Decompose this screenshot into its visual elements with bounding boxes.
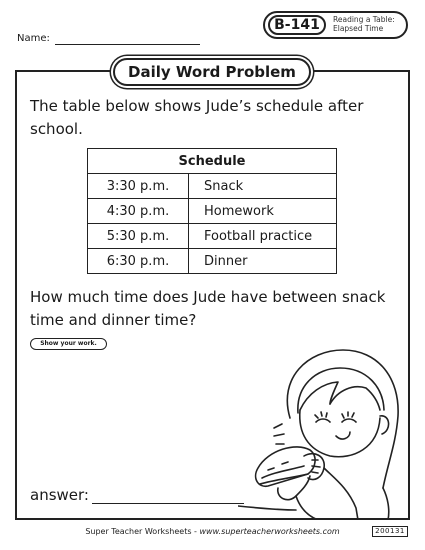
table-cell-time: 4:30 p.m.	[88, 199, 189, 224]
page-title: Daily Word Problem	[113, 58, 311, 86]
answer-label: answer:	[30, 486, 89, 504]
table-cell-time: 5:30 p.m.	[88, 224, 189, 249]
table-row	[88, 224, 337, 249]
table-cell-time: 6:30 p.m.	[88, 249, 189, 274]
name-line[interactable]	[55, 44, 200, 45]
table-header-row	[88, 149, 337, 174]
problem-question: How much time does Jude have between snack time and dinner time?	[30, 288, 386, 329]
answer-line[interactable]	[92, 503, 244, 504]
show-work-label: Show your work.	[30, 338, 107, 350]
worksheet-topic-line2: Elapsed Time	[333, 24, 384, 33]
worksheet-topic	[333, 15, 395, 33]
worksheet-badge	[263, 11, 408, 39]
schedule-table	[87, 148, 337, 274]
table-row	[88, 174, 337, 199]
problem-prompt: The table below shows Jude’s schedule after school.	[30, 97, 364, 138]
table-cell-activity: Dinner	[189, 249, 337, 274]
worksheet-topic-line1: Reading a Table:	[333, 15, 395, 24]
footer-url[interactable]: www.superteacherworksheets.com	[199, 527, 340, 536]
table-cell-activity: Homework	[189, 199, 337, 224]
footer	[0, 527, 425, 536]
table-header: Schedule	[88, 149, 337, 174]
name-label: Name:	[17, 33, 50, 44]
table-row	[88, 199, 337, 224]
girl-eating-sandwich-icon	[238, 338, 408, 520]
table-row	[88, 249, 337, 274]
table-cell-activity: Snack	[189, 174, 337, 199]
footer-code: 200131	[372, 526, 408, 537]
footer-brand: Super Teacher Worksheets -	[85, 527, 200, 536]
worksheet-code: B-141	[268, 15, 326, 35]
table-cell-time: 3:30 p.m.	[88, 174, 189, 199]
table-cell-activity: Football practice	[189, 224, 337, 249]
